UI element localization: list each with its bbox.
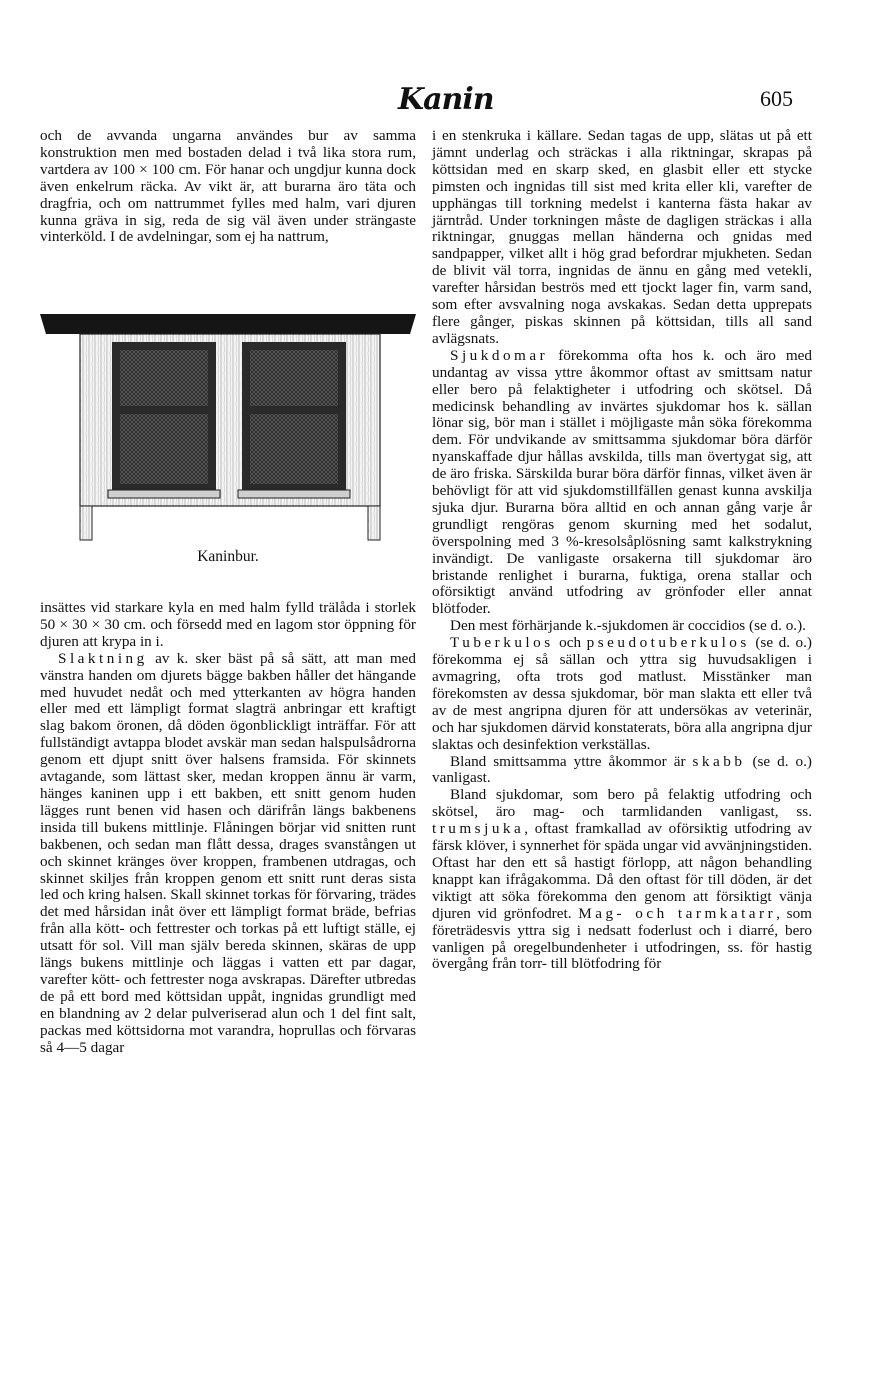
spaced-term: Sjukdomar xyxy=(450,346,549,364)
left-window-upper xyxy=(120,350,208,406)
paragraph-tuberkulos xyxy=(432,635,812,753)
paragraph-text: av k. sker bäst på så sätt, att man med vänstra handen om djurets bägge bakben håller det hängande med huvudet nedåt och med ytterkanten av högra handen eller med ett lämpligt format slagträ anbringar ett kraftigt slag bakom öronen, då döden ögonblickligt inträffar. För att fullständigt avtappa blodet avskär man sedan halspulsådrorna genom ett djupt snitt över halsens framsida. För skinnets avtagande, som lättast sker, medan kroppen ännu är varm, hänges kaninen upp i ett bakben, ett snitt genom huden lägges runt benen vid hasen och därifrån längs bakbenens insida till bukens mittlinje. Flåningen börjar vid snitten runt bakbenen, och sedan man flått dessa, drages svanstången ut och skinnet kränges över kroppen, frambenen utdragas, och skinnet skiljes från kroppen genom ett snitt runt deras sista led och kring halsen. Skall skinnet torkas för förvaring, trädes det med hårsidan inåt över ett lämpligt format bräde, befrias från alla kött- och fettrester och torkas på ett luftigt ställe, ej utsatt för sol. Vill man själv bereda skinnen, skäras de upp längs bukens mittlinje och läggas i vatten ett par dagar, varefter kött- och fettrester noga avskrapas. Därefter utbredas de på ett bord med köttsidan uppåt, ingnidas grundligt med en blandning av 2 delar pulveriserad alun och 1 del fint salt, packas med köttsidorna mot varandra, hoprullas och förvaras så 4—5 dagar xyxy=(40,649,416,1056)
right-window-upper xyxy=(250,350,338,406)
paragraph-text: (se d. o.) förekomma ej så sällan och yttra sig huvudsakligen i avmagring, ofta trots god matlust. Misstänker man förekomsten av dessa sjukdomar, bör man slakta ett eller två av de mest angripna djuren för att undersökas av veterinär, och har sjukdomen därvid konstaterats, böra alla angripna djur slaktas och desinfektion verkställas. xyxy=(432,634,812,753)
paragraph-sjukdomar xyxy=(432,348,812,619)
paragraph-skabb xyxy=(432,754,812,788)
paragraph-text: Bland sjukdomar, som bero på felaktig utfodring och skötsel, äro mag- och tarmlidanden vanligast, ss. xyxy=(432,786,812,821)
running-head: Kanin xyxy=(398,82,494,117)
spaced-term: Slaktning xyxy=(58,649,148,667)
spaced-term: Mag- och tarmkatarr xyxy=(578,904,777,922)
roof xyxy=(40,314,416,334)
right-window-lower xyxy=(250,414,338,484)
paragraph-text: och xyxy=(553,634,587,652)
paragraph-text: (se d. o.) vanligast. xyxy=(432,752,812,787)
rabbit-hutch-illustration xyxy=(40,312,416,542)
spaced-term: skabb xyxy=(692,752,746,770)
paragraph-text: Bland smittsamma yttre åkommor är xyxy=(450,752,693,770)
hutch-drawing xyxy=(40,312,416,542)
paragraph-text: förekomma ofta hos k. och äro med undantag av vissa yttre åkommor oftast av smittsam natur eller bero på felaktigheter i utfodring och skötsel. Då medicinsk behandling av invärtes sjukdomar hos k. sällan lönar sig, bör man i stället i möjligaste mån söka förekomma dem. För undvikande av smittsamma sjukdomar böra därför nyanskaffade djur hållas avskilda, tills man övertygat sig, att de äro friska. Särskilda burar böra därför finnas, vilket även är behövligt för att vid sjukdomstillfällen genast kunna avskilja sjuka djur. Burarna böra alltid en och annan gång varje år grundligt rengöras genom skurning med het sodalut, överspolning med 3 %-kresolsåplösning samt kalkstrykning invändigt. De vanligaste orsakerna till sjukdomar äro bristande renlighet i burarna, fuktiga, orena stallar och oförsiktigt använd utfodring av grönfoder eller annat blötfoder. xyxy=(432,346,812,618)
paragraph: i en stenkruka i källare. Sedan tagas de upp, slätas ut på ett jämnt underlag och sträckas i alla riktningar, skrapas på köttsidan med en skarp sked, en glasbit eller ett stycke pimsten och ingnidas till sist med krita eller kli, varefter de upphängas till torkning medelst i kanterna fästa hakar av järntråd. Under torkningen måste de dagligen sträckas i alla riktningar, gnuggas mellan händerna och gnidas med sandpapper, vilket allt i hög grad befordrar mjukheten. Sedan de blivit väl torra, ingnidas de ännu en gång med vetekli, varefter hårsidan beströs med ett tjockt lager fin, varm sand, som efter avsvalning noga avskakas. Sedan detta upprepats flere gånger, piskas skinnen på köttsidan, tills all sand avlägsnats. xyxy=(432,127,812,347)
paragraph-text: , oftast framkallad av oförsiktig utfodring av färsk klöver, i synnerhet för späda ungar vid avvänjningstiden. Oftast har den ett så hastigt förlopp, att någon behandling knappt kan ifrågakomma. Då den oftast för till döden, är det viktigt att söka förekomma den genom att försiktigt vänja djuren vid grönfodret. xyxy=(432,820,812,922)
right-column xyxy=(432,128,812,973)
left-window-lower xyxy=(120,414,208,484)
paragraph: insättes vid starkare kyla en med halm fylld trälåda i storlek 50 × 30 × 30 cm. och försedd med en lagom stor öppning för djuren att krypa in i. xyxy=(40,599,416,650)
figure-caption: Kaninbur. xyxy=(197,548,259,565)
paragraph-text: , som företrädesvis yttra sig i nedsatt foderlust och i diarré, bero vanligen på oregelbundenheter i utfodringen, ss. för hastig övergång från torr- till blötfodring för xyxy=(432,904,812,973)
paragraph: och de avvanda ungarna användes bur av samma konstruktion men med bostaden delad i två lika stora rum, vartdera av 100 × 100 cm. För hanar och ungdjur kunna dock även enkelrum räcka. Av vikt är, att burarna äro täta och dragfria, och om nattrummet fylles med halm, vari djuren kunna gräva in sig, reda de sig väl även under strängaste vinterköld. I de avdelningar, som ej ha nattrum, xyxy=(40,127,416,246)
left-column-top xyxy=(40,128,416,246)
paragraph: Den mest förhärjande k.-sjukdomen är coccidios (se d. o.). xyxy=(450,617,806,635)
paragraph-mag-tarm xyxy=(432,787,812,973)
page-number: 605 xyxy=(760,86,793,111)
spaced-term: Tuberkulos xyxy=(450,634,554,652)
spaced-term: pseudotuberkulos xyxy=(586,634,750,652)
paragraph-slaktning xyxy=(40,651,416,1057)
left-column-bottom xyxy=(40,600,416,1056)
spaced-term: trumsjuka xyxy=(432,820,525,838)
